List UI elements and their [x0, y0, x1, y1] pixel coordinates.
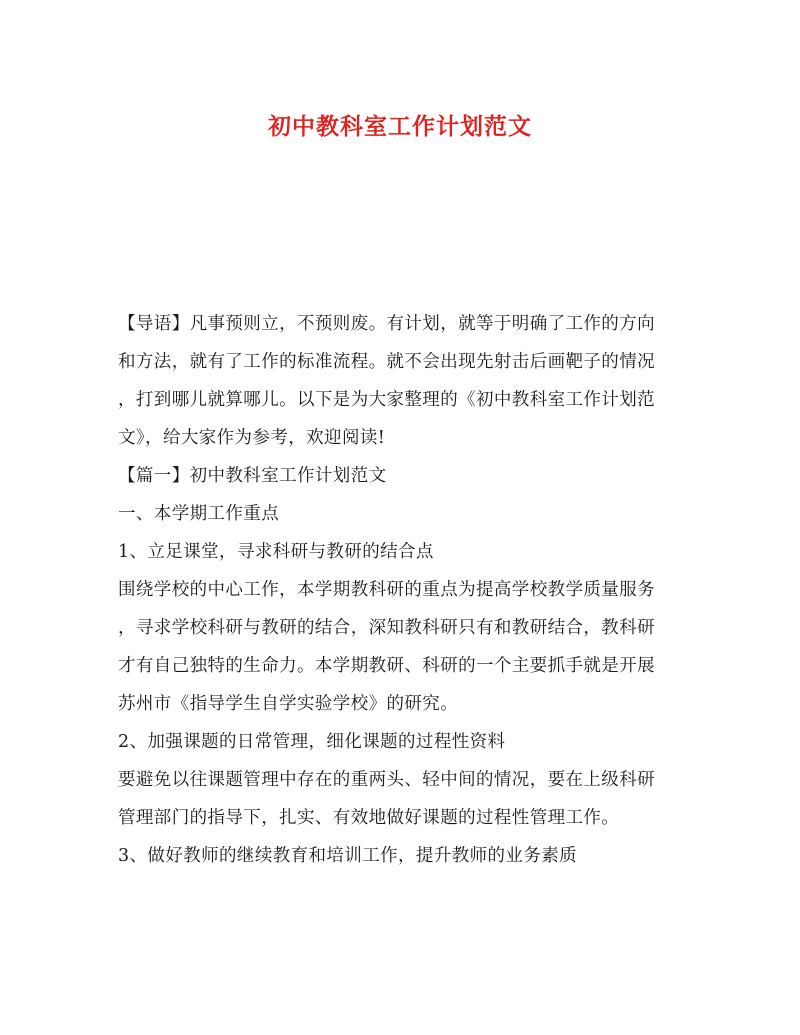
body-line: 管理部门的指导下，扎实、有效地做好课题的过程性管理工作。 — [118, 808, 620, 828]
body-line: 才有自己独特的生命力。本学期教研、科研的一个主要抓手就是开展 — [118, 656, 655, 676]
body-line: ，打到哪儿就算哪儿。以下是为大家整理的《初中教科室工作计划范 — [118, 390, 655, 410]
document-body — [118, 305, 684, 875]
item-heading: 3、做好教师的继续教育和培训工作，提升教师的业务素质 — [118, 846, 578, 866]
subsection-heading: 一、本学期工作重点 — [118, 504, 280, 524]
document-title: 初中教科室工作计划范文 — [268, 113, 532, 140]
body-line: ，寻求学校科研与教研的结合，深知教科研只有和教研结合，教科研 — [118, 618, 655, 638]
body-line: 要避免以往课题管理中存在的重两头、轻中间的情况，要在上级科研 — [118, 770, 655, 790]
body-line: 【导语】凡事预则立，不预则废。有计划，就等于明确了工作的方向 — [118, 314, 655, 334]
item-heading: 2、加强课题的日常管理，细化课题的过程性资料 — [118, 732, 506, 752]
body-line: 苏州市《指导学生自学实验学校》的研究。 — [118, 694, 459, 714]
section-heading: 【篇一】初中教科室工作计划范文 — [118, 466, 387, 486]
body-line: 围绕学校的中心工作，本学期教科研的重点为提高学校教学质量服务 — [118, 580, 655, 600]
item-heading: 1、立足课堂，寻求科研与教研的结合点 — [118, 542, 434, 562]
body-line: 和方法，就有了工作的标准流程。就不会出现先射击后画靶子的情况 — [118, 352, 655, 372]
body-line: 文》，给大家作为参考，欢迎阅读! — [118, 428, 386, 448]
